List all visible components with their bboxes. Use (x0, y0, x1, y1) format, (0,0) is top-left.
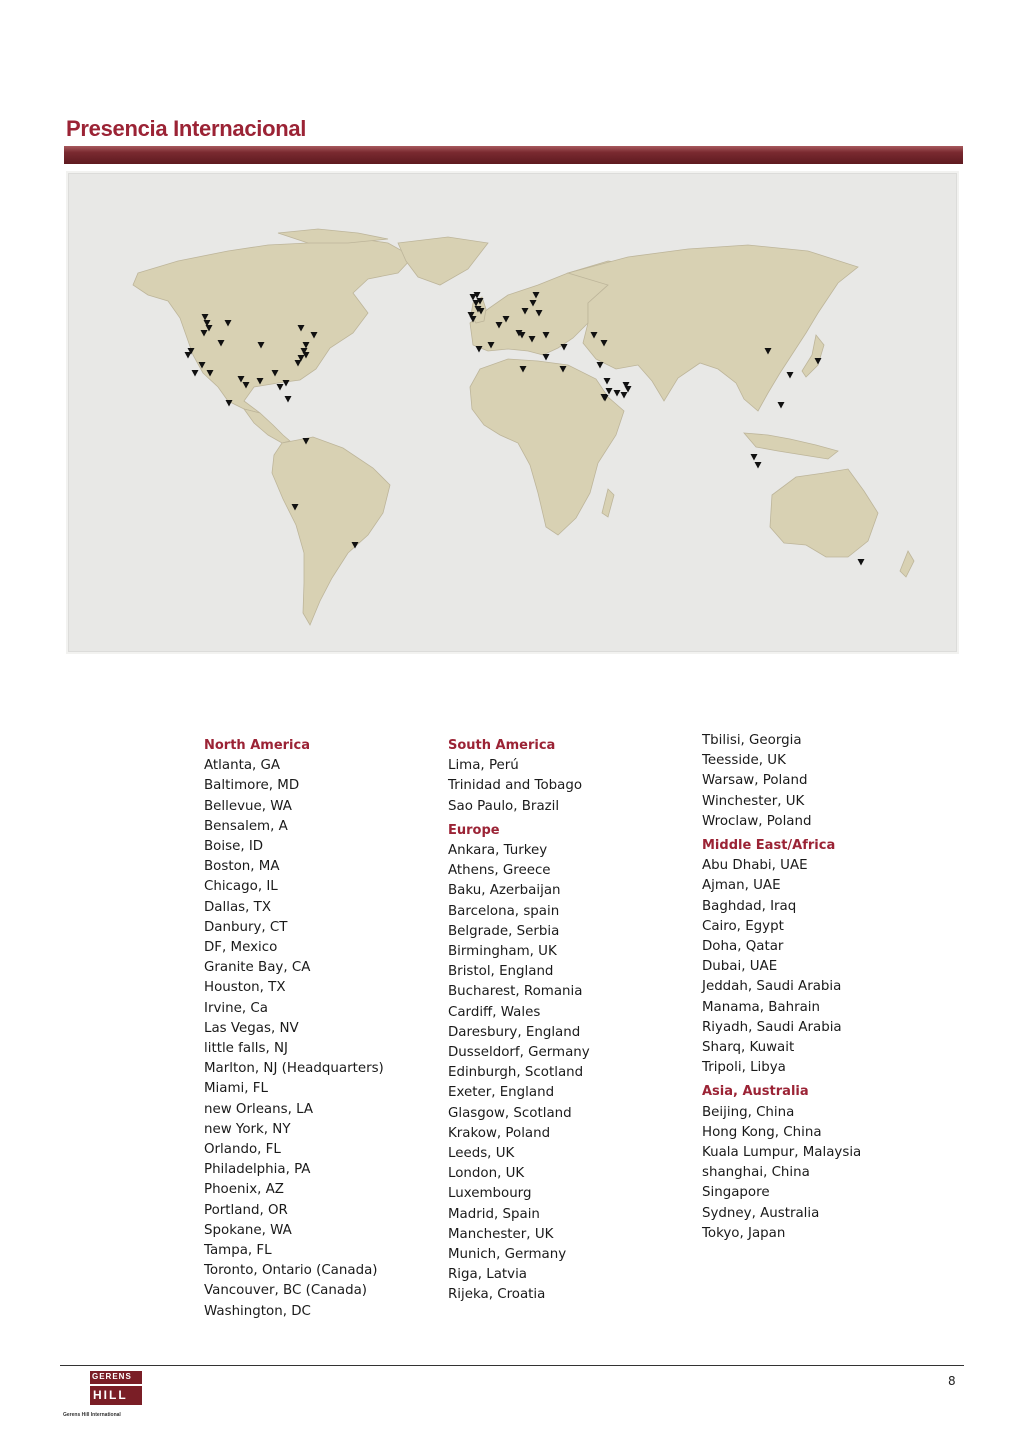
location-item: Lima, Perú (448, 758, 519, 774)
location-item: new York, NY (204, 1121, 291, 1137)
location-item: London, UK (448, 1166, 525, 1182)
location-item: Tbilisi, Georgia (702, 733, 802, 748)
location-item: Sydney, Australia (702, 1205, 820, 1221)
location-item: Ankara, Turkey (448, 843, 548, 859)
arctic-islands (278, 229, 388, 243)
central-america-land (244, 409, 290, 443)
location-item: Hong Kong, China (702, 1124, 822, 1140)
location-item: Daresbury, England (448, 1024, 581, 1040)
north-america-land (133, 237, 413, 413)
location-item: Granite Bay, CA (204, 960, 311, 976)
location-item: shanghai, China (702, 1165, 810, 1181)
location-item: Trinidad and Tobago (448, 778, 583, 794)
title-bar (64, 146, 963, 164)
location-item: Bensalem, A (204, 818, 288, 834)
office-marker-abu-dhabi (621, 392, 628, 399)
office-marker-df-mexico (226, 400, 233, 407)
north-america-list (204, 756, 384, 1322)
location-item: Bellevue, WA (204, 798, 292, 814)
japan-land (802, 335, 824, 377)
location-item: Dusseldorf, Germany (448, 1045, 590, 1061)
location-item: Exeter, England (448, 1085, 555, 1101)
south-america-europe-column (448, 736, 590, 1306)
office-marker-athens (543, 354, 550, 361)
new-zealand-land (900, 551, 914, 577)
location-item: new Orleans, LA (204, 1101, 314, 1117)
location-item: Sharq, Kuwait (702, 1040, 795, 1056)
location-item: Las Vegas, NV (204, 1020, 299, 1036)
office-marker-shanghai (787, 372, 794, 379)
location-item: little falls, NJ (204, 1041, 288, 1057)
logo-top-text: GERENS (92, 1372, 132, 1381)
asia-australia-list (702, 1103, 861, 1244)
asia-land (568, 245, 858, 411)
company-logo (90, 1371, 142, 1405)
location-item: Bristol, England (448, 964, 554, 980)
office-marker-madrid (476, 346, 483, 353)
location-item: Irvine, Ca (204, 1000, 268, 1016)
indonesia-land (744, 433, 838, 459)
africa-land (470, 359, 624, 535)
location-item: Tokyo, Japan (702, 1225, 786, 1241)
greenland-land (398, 237, 488, 285)
location-item: Chicago, IL (204, 879, 278, 895)
location-item: Ajman, UAE (702, 878, 781, 894)
office-marker-baghdad (597, 362, 604, 369)
north-america-column (204, 736, 384, 1322)
location-item: Orlando, FL (204, 1142, 281, 1158)
location-item: Cardiff, Wales (448, 1004, 541, 1020)
region-heading-north-america: North America (204, 738, 310, 753)
location-item: Warsaw, Poland (702, 773, 808, 789)
landmasses (133, 229, 914, 625)
logo-caption: Gerens Hill International (63, 1412, 121, 1418)
location-item: Leeds, UK (448, 1146, 515, 1162)
location-item: Atlanta, GA (204, 758, 281, 774)
location-item: Edinburgh, Scotland (448, 1065, 584, 1081)
office-marker-doha (614, 390, 621, 397)
location-item: Birmingham, UK (448, 944, 557, 960)
location-item: Luxembourg (448, 1186, 532, 1202)
location-item: Baghdad, Iraq (702, 898, 797, 914)
location-item: Krakow, Poland (448, 1125, 551, 1141)
location-item: Cairo, Egypt (702, 918, 784, 934)
location-item: Washington, DC (204, 1303, 311, 1319)
office-marker-kuwait (604, 378, 611, 385)
location-item: Kuala Lumpur, Malaysia (702, 1145, 862, 1161)
middle-east-asia-column (702, 731, 861, 1244)
world-map-svg (68, 173, 957, 652)
office-marker-ankara (561, 344, 568, 351)
office-marker-glasgow (470, 294, 477, 301)
location-item: Rijeka, Croatia (448, 1287, 546, 1303)
location-item: Dubai, UAE (702, 959, 778, 975)
location-item: Bucharest, Romania (448, 984, 583, 1000)
location-item: Marlton, NJ (Headquarters) (204, 1061, 384, 1077)
south-america-list (448, 756, 590, 817)
location-item: Baltimore, MD (204, 778, 300, 794)
location-item: Houston, TX (204, 980, 286, 996)
location-item: Spokane, WA (204, 1222, 292, 1238)
location-item: Boston, MA (204, 859, 280, 875)
office-marker-kuala-lumpur (751, 454, 758, 461)
location-item: Dallas, TX (204, 899, 272, 915)
location-item: Miami, FL (204, 1081, 268, 1097)
location-item: Barcelona, spain (448, 903, 560, 919)
location-item: DF, Mexico (204, 940, 278, 956)
location-item: Teesside, UK (702, 753, 786, 769)
office-marker-san-francisco (185, 352, 192, 359)
location-item: Athens, Greece (448, 863, 551, 879)
location-item: Sao Paulo, Brazil (448, 798, 560, 814)
location-item: Beijing, China (702, 1104, 795, 1120)
location-item: Philadelphia, PA (204, 1162, 311, 1178)
location-item: Manama, Bahrain (702, 999, 821, 1015)
australia-land (770, 469, 878, 557)
office-marker-hong-kong (778, 402, 785, 409)
location-item: Boise, ID (204, 839, 264, 855)
location-item: Toronto, Ontario (Canada) (204, 1263, 378, 1279)
region-heading-europe: Europe (448, 822, 500, 838)
middle-east-africa-list (702, 856, 861, 1078)
office-marker-miami (285, 396, 292, 403)
office-marker-singapore (755, 462, 762, 469)
region-heading-asia-australia: Asia, Australia (702, 1084, 809, 1100)
location-item: Tampa, FL (204, 1243, 272, 1259)
location-item: Doha, Qatar (702, 939, 784, 955)
office-marker-orlando (283, 380, 290, 387)
page-title: Presencia Internacional (66, 116, 307, 141)
location-item: Wroclaw, Poland (702, 813, 812, 829)
location-item: Singapore (702, 1185, 770, 1201)
location-item: Winchester, UK (702, 793, 805, 809)
location-item: Baku, Azerbaijan (448, 883, 561, 899)
location-item: Belgrade, Serbia (448, 923, 560, 939)
location-item: Portland, OR (204, 1202, 288, 1218)
location-item: Glasgow, Scotland (448, 1105, 572, 1121)
location-item: Danbury, CT (204, 919, 288, 935)
location-item: Riyadh, Saudi Arabia (702, 1019, 842, 1035)
europe-list (448, 841, 590, 1306)
office-marker-tampa (277, 384, 284, 391)
location-item: Riga, Latvia (448, 1267, 528, 1283)
logo-bottom-text: HILL (93, 1388, 128, 1402)
location-item: Madrid, Spain (448, 1206, 540, 1222)
office-marker-sydney (858, 559, 865, 566)
location-item: Jeddah, Saudi Arabia (702, 979, 842, 995)
location-item: Phoenix, AZ (204, 1182, 284, 1198)
madagascar-land (602, 489, 614, 517)
world-map (66, 171, 959, 654)
location-item: Abu Dhabi, UAE (702, 858, 808, 874)
region-heading-south-america: South America (448, 738, 556, 753)
south-america-land (272, 437, 390, 625)
office-marker-irvine (192, 370, 199, 377)
location-item: Munich, Germany (448, 1247, 567, 1263)
europe-continued-list (702, 731, 861, 832)
office-marker-manama (606, 388, 613, 395)
location-item: Tripoli, Libya (702, 1060, 786, 1076)
region-heading-middle-east-africa: Middle East/Africa (702, 838, 836, 854)
page-number: 8 (948, 1374, 956, 1388)
location-item: Manchester, UK (448, 1226, 554, 1242)
footer-divider (60, 1365, 964, 1366)
location-item: Vancouver, BC (Canada) (204, 1283, 367, 1299)
